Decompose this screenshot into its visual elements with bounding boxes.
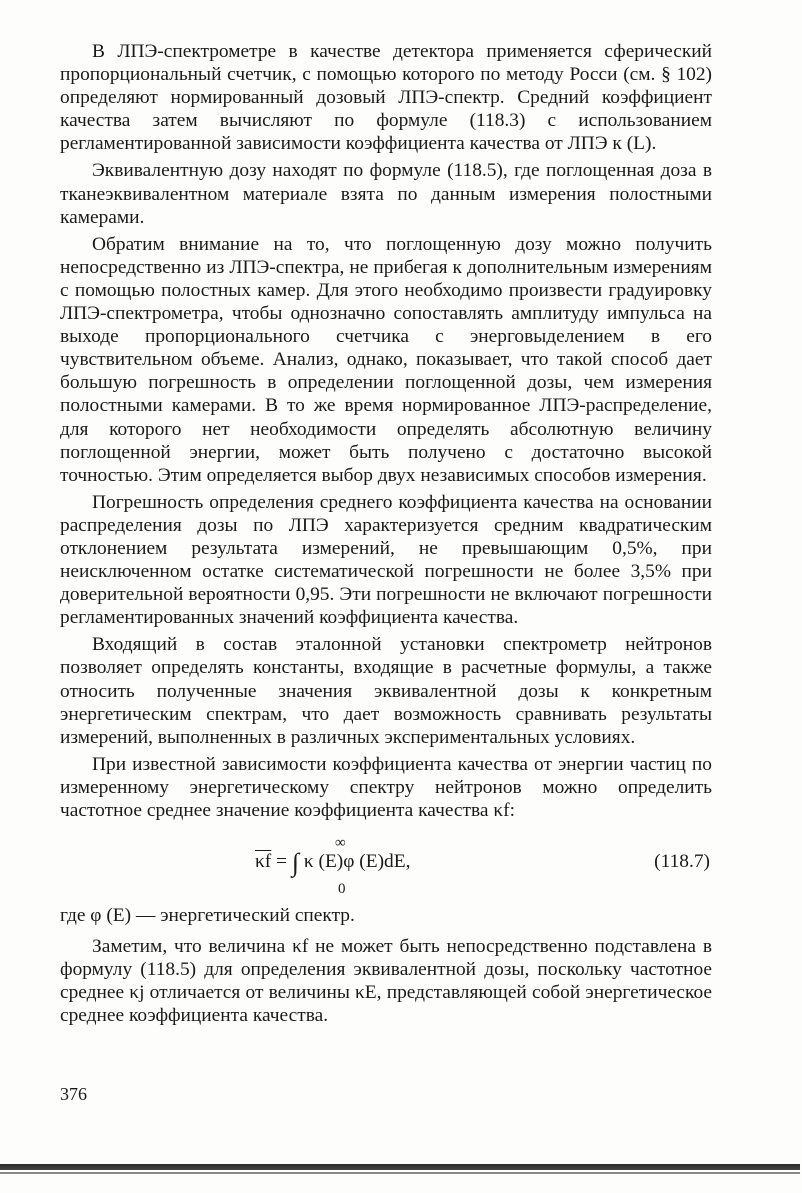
bottom-rule-thin (0, 1172, 800, 1174)
formula-118-7 (60, 832, 712, 900)
formula-explanation: где φ (E) — энергетический спектр. (60, 905, 355, 927)
integral-sign: ∫ (291, 848, 300, 878)
formula-number: (118.7) (654, 851, 710, 873)
page-number: 376 (60, 1084, 87, 1104)
paragraph-6: При известной зависимости коэффициента качества от энергии частиц по измеренному энергетическому спектру нейтронов можно определить частотное среднее значение коэффициента качества κf: (60, 753, 712, 821)
integral-lower-limit: 0 (338, 881, 346, 898)
bottom-rule (0, 1164, 800, 1170)
paragraph-1: В ЛПЭ-спектрометре в качестве детектора применяется сферический пропорциональный счетчик, с помощью которого по методу Росси (см. § 102) определяют нормированный дозовый ЛПЭ-спектр. Средний коэффициент качества затем вычисляют по формуле (118.3) с использованием регламентированной зависимости коэффициента качества от ЛПЭ к (L). (60, 41, 712, 155)
paragraph-4: Погрешность определения среднего коэффициента качества на основании распределения дозы по ЛПЭ характеризуется средним квадратическим отклонением результата измерений, не превышающим 0,5%, при неисключенном остатке систематической погрешности не более 3,5% при доверительной вероятности 0,95. Эти погрешности не включают погрешности регламентированных значений коэффициента качества. (60, 491, 712, 629)
formula-equals: = (276, 851, 288, 873)
paragraph-3: Обратим внимание на то, что поглощенную дозу можно получить непосредственно из ЛПЭ-спектра, не прибегая к дополнительным измерениям с помощью полостных камер. Для этого необходимо произвести градуировку ЛПЭ-спектрометра, чтобы однозначно сопоставлять амплитуду импульса на выходе пропорционального счетчика с энерговыделением в его чувствительном объеме. Анализ, однако, показывает, что такой способ дает большую погрешность в определении поглощенной дозы, чем измерения полостными камерами. В то же время нормированное ЛПЭ-распределение, для которого нет необходимости определять абсолютную величину поглощенной энергии, может быть получено с достаточно высокой точностью. Этим определяется выбор двух независимых способов измерения. (60, 233, 712, 486)
integral-upper-limit: ∞ (335, 835, 346, 852)
paragraph-last: Заметим, что величина κf не может быть непосредственно подставлена в формулу (118.5) для определения эквивалентной дозы, поскольку частотное среднее κj отличается от величины κE, представляющей собой энергетическое среднее коэффициента качества. (60, 936, 712, 1027)
page-body (60, 40, 712, 1032)
paragraph-5: Входящий в состав эталонной установки спектрометр нейтронов позволяет определять константы, входящие в расчетные формулы, а также относить полученные значения эквивалентной дозы к конкретным энергетическим спектрам, что дает возможность сравнивать результаты измерений, выполненных в различных экспериментальных условиях. (60, 634, 712, 748)
formula-lhs: $\overline{\kappa f}$ (255, 851, 272, 873)
formula-expression (255, 848, 411, 878)
paragraph-2: Эквивалентную дозу находят по формуле (118.5), где поглощенная доза в тканеэквивалентном материале взята по данным измерения полостными камерами. (60, 160, 712, 228)
formula-integrand: κ (E)φ (E)dE, (303, 851, 411, 873)
